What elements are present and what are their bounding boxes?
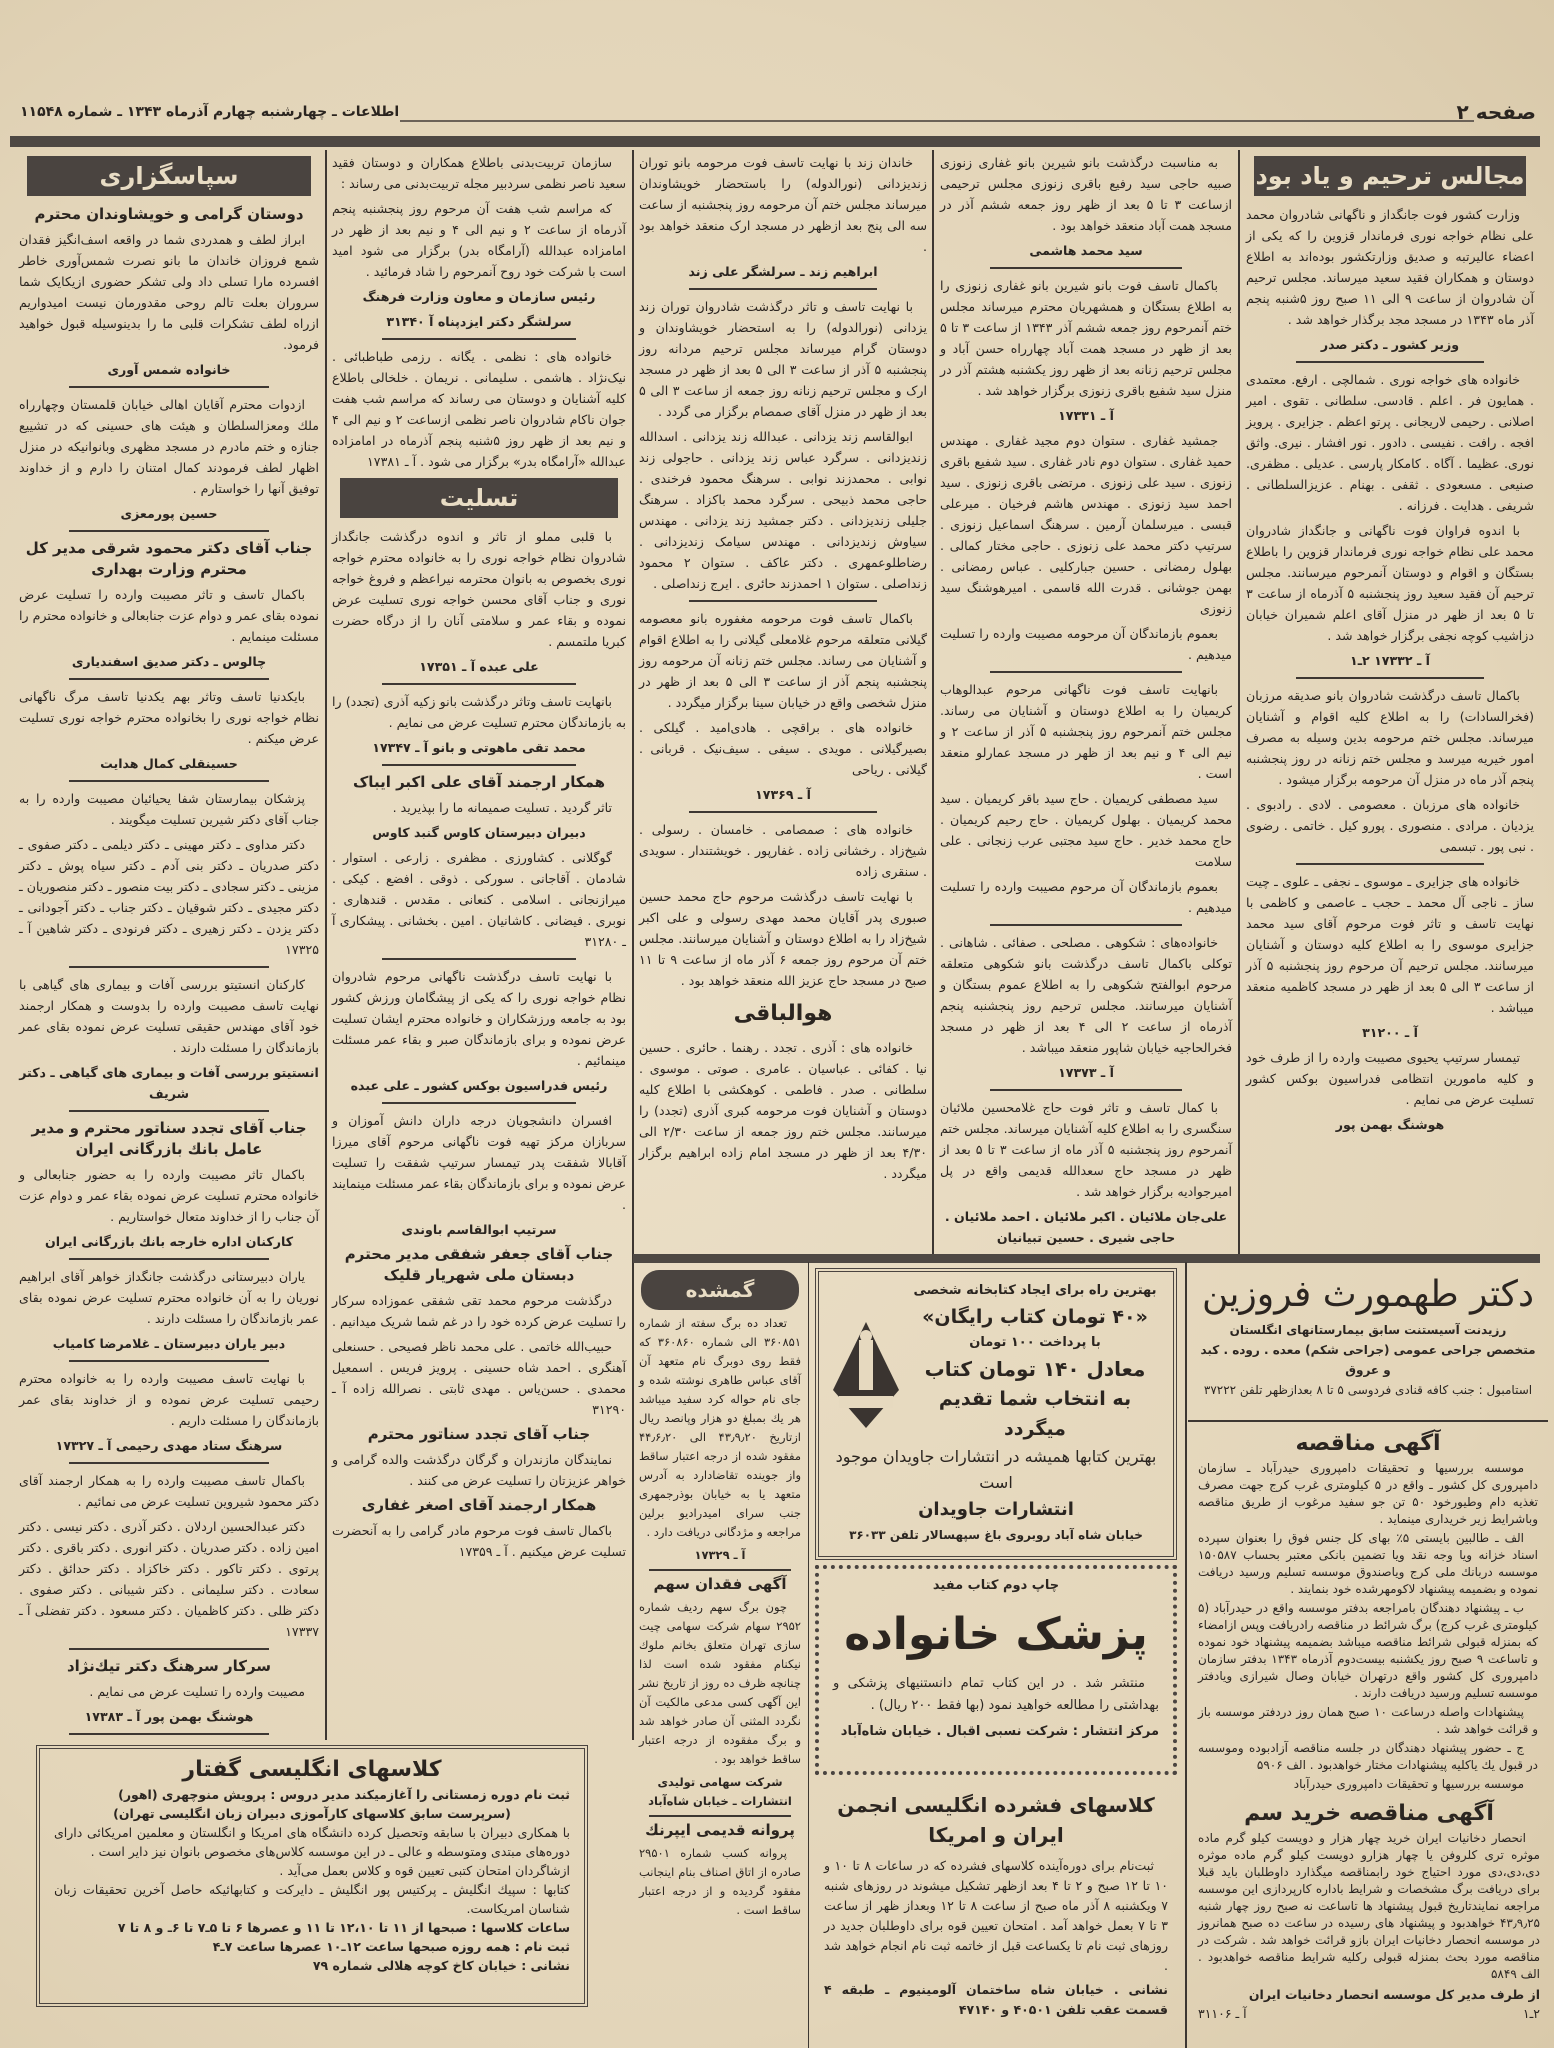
notice-text: خانواده های مرزبان . معصومی . لادی . رادبوی . یزدیان . مرادی . منصوری . پورو کیل . خاتمی . رضوی . نبی پور . تبسمی [1246, 797, 1534, 854]
divider [69, 1462, 269, 1464]
english-ad-hours: ساعات کلاسها : صبحها از ۱۱ تا ۱۲،۱۰ تا ۱۱ و عصرها ۶ تا ۵ـ۷ تا ۶ـ و ۸ تا ۷ [117, 1920, 570, 1935]
notice-text: باکمال تاسف فوت بانو شیرین بانو غفاری زنوزی را به اطلاع بستگان و همشهریان محترم میرساند مجلس ختم آنمرحوم روز جمعه ششم آذر ۱۳۴۳ از ساعت ۳ تا ۵ بعد از ظهر در مسجد همت آباد چهارراه حسن آباد و مجلس ترحیم زنانه بعد از ظهر روز یکشنبه هشتم آذر در منزل سید شفیع باقری زنوزی برگزار خواهد شد . [940, 278, 1232, 398]
tender-title: آگهی مناقصه [1295, 1431, 1441, 1456]
notice-text: باکمال تاسف درگذشت شادروان بانو صدیقه مرزبان (فخرالسادات) را به اطلاع کلیه اقوام و آشنایان میرساند. مجلس ختم مرحومه بدین وسیله به مصرف امور خیریه میرسد و مجلس ختم زنانه در روز پنجشنبه پنجم آذر ماه در منزل آن مرحومه برگزار میشود . [1246, 688, 1534, 787]
notice-text: باکمال تاسف مصیبت وارده را به همکار ارجمند آقای دکتر محمود شیروین تسلیت عرض می نمائیم . [19, 1473, 319, 1509]
notice-signature: حسینقلی کمال هدایت [100, 756, 238, 771]
book-ad-line: بهترین کتابها همیشه در انتشارات جاویدان موجود است [835, 1447, 1157, 1492]
notice-text: که مراسم شب هفت آن مرحوم روز پنجشنبه پنجم آذرماه از ساعت ۲ و نیم الی ۴ و نیم بعد از ظهر در امامزاده عبدالله (آرامگاه بدر) برگزار می شود امید است با شرکت خود روح آنمرحوم را شاد فرمائید . [332, 201, 626, 279]
column-divider [325, 150, 327, 1740]
poison-tender-body: انحصار دخانیات ایران خرید چهار هزار و دویست کیلو گرم ماده موثره تری کلروفن یا چهار هزارو دویست کیلو گرم ماده موثره دی،دی،دی مورد احتیاج خود رابمناقصه میگذارد داوطلبان باید قبلا برای دریافت برگ مشخصات و شرایط باداره کارپردازی این موسسه مراجعه نمایندتاریخ قبول پیشنهاد ها تاساعت نه صبح روز چهار شنبه ۴۳٫۹٫۲۵ خواهدبود و پیشنهاد های رسیده در ساعت ده صبح همانروز در موسسه انحصار دخانیات ایران بازو قرائت خواهد شد . شرکت در مناقصه مورد بحث بمنزله قبولی رکلیه شرایط مناقصه خواهدبود . الف ۵۸۴۹ [1198, 1831, 1540, 1981]
tender-paragraph: ب ـ پیشنهاد دهندگان بامراجعه بدفتر موسسه واقع در حیدرآباد (۵ کیلومتری غرب کرج) برگ شرائط در مناقصه رادریافت وپس ازامضاء که بمنزله قبولی شرائط مناقصه میباشد بضمیمه پیشنهاد خود نموده و تاساعت ۹ صبح روز یکشنبه بیست‌دوم آذرماه ۱۳۴۳ بدفتر سازمان دامپروری کل کشور واقع درتهران خیابان وصال شیرازی ویادفتر موسسه تسلیم ورسید دریافت دارند . [1198, 1601, 1538, 1700]
notice-signature: سید محمد هاشمی [1029, 243, 1143, 258]
notice-heading: جناب آقای دکتر محمود شرقی مدیر کل محترم وزارت بهداری [25, 539, 313, 578]
book-ad-line: با پرداخت ۱۰۰ تومان [969, 1335, 1101, 1350]
notice-text: دکتر عبدالحسین اردلان . دکتر آذری . دکتر نیسی . دکتر امین زاده . دکتر صدریان . دکتر انوری . دکتر باقری . دکتر پرتوی . دکتر تاکور . دکتر خاکزاد . دکتر حدائق . دکتر سعادت . دکتر سلیمانی . دکتر شیبانی . دکتر صفوی . دکتر ظلی . دکتر کاظمیان . دکتر مسعود . دکتر تفضلی آ ـ ۱۷۳۳۷ [19, 1519, 319, 1639]
english-classes-ad [36, 1745, 588, 2007]
notice-text: باکمال تاسف و تاثر مصیبت وارده را تسلیت عرض نموده بقای عمر و دوام عزت جنابعالی و خانواده محترم را مسئلت مینمایم . [19, 587, 319, 644]
top-divider-bar [10, 136, 1540, 147]
notice-text: کارکنان انستیتو بررسی آفات و بیماری های گیاهی با نهایت تاسف مصیبت وارده را بدوست و همکار ارجمند خود آقای مهندس حقیقی تسلیت عرض نموده بقای عمر بازماندگان را مسئلت دارند . [19, 977, 319, 1055]
english-ad-line: با همکاری دبیران با سابقه وتحصیل کرده دانشگاه های امریکا و انگلستان و معلمین امریکائی دارای دوره‌های مبتدی ومتوسطه و عالی ـ در این موسسه کلاس‌های مخصوص بانوان نیز دایر است . [54, 1825, 570, 1859]
doctor-name: دکتر طهمورث فروزین [1202, 1274, 1534, 1315]
notice-text: بانهایت تاسف فوت ناگهانی مرحوم عبدالوهاب کریمیان را به اطلاع دوستان و آشنایان می رساند. مجلس ختم آنمرحوم روز پنجشنبه ۵ آذر از ساعت ۲ و نیم الی ۴ و نیم بعد از ظهر در مسجد عمارلو منعقد است . [940, 682, 1232, 781]
tender-paragraph: ج ـ حضور پیشنهاد دهندگان در جلسه مناقصه آزادبوده وموسسه در قبول یك یاکلیه پیشنهادات مختار خواهدبود . الف ۵۹۰۶ [1198, 1741, 1538, 1772]
notice-text: تیمسار سرتیپ یحیوی مصیبت وارده را از طرف خود و کلیه مامورین انتظامی فدراسیون بوکس کشور تسلیت عرض می نمایم . [1246, 1050, 1534, 1107]
notice-signature: آ ـ ۱۷۳۷۳ [1058, 1065, 1114, 1080]
lost-column [633, 1262, 807, 2048]
notice-signature: رئیس سازمان و معاون وزارت فرهنگ [362, 289, 596, 304]
notice-heading: جناب آقای جعفر شفقی مدیر محترم دبستان ملی شهریار قلیک [344, 1245, 614, 1284]
tender-ad [1188, 1426, 1548, 1794]
divider [69, 1733, 269, 1735]
divider [69, 386, 269, 388]
tender-paragraph: موسسه بررسیها و تحقیقات دامپروری حیدرآباد ـ سازمان دامپروری کل کشور ـ واقع در ۵ کیلومتری غرب کرج جهت مصرف تغذیه دام وطیورخود ۵۰ تن جو سفید مرغوب از طریق مناقصه وباشرایط زیر خریداری مینماید . [1198, 1461, 1539, 1526]
lost-license-body: پروانه کسب شماره ۲۹۵۰۱ صادره از اتاق اصناف بنام اینجانب مفقود گردیده و از درجه اعتبار ساقط است . [639, 1846, 801, 1917]
notice-text: بعموم بازماندگان آن مرحومه مصیبت وارده را تسلیت میدهیم . [940, 626, 1232, 662]
divider [69, 780, 269, 782]
notice-signature: خانواده شمس آوری [107, 362, 231, 377]
notice-signature: علی عبده آ ـ ۱۷۳۵۱ [419, 659, 539, 674]
notice-signature: چالوس ـ دکتر صدیق اسفندیاری [71, 654, 267, 669]
dateline: اطلاعات ـ چهارشنبه چهارم آذرماه ۱۳۴۳ ـ شماره ۱۱۵۴۸ [20, 104, 400, 120]
notice-signature: سرتیپ ابوالقاسم باوندی [401, 1222, 557, 1237]
javidan-logo-icon [831, 1320, 901, 1430]
section-banner: تسلیت [340, 478, 618, 518]
tender-paragraph: موسسه بررسیها و تحقیقات دامپروری حیدرآباد [1293, 1777, 1524, 1791]
notice-signature: هوشنگ بهمن پور آ ـ ۱۷۳۸۳ [84, 1709, 254, 1724]
notice-text: خانواده‌های : شکوهی . مصلحی . صفائی . شاهانی . توکلی باکمال تاسف درگذشت بانو شکوهی متعلقه مرحوم ابوالفتح شکوهی را به اطلاع عموم بستگان و آشنایان میرسانند. مجلس ترحیم روز پنجشنبه پنجم آذرماه از ساعت ۲ الی ۴ بعد از ظهر در مسجد فخرالحاجیه خیابان شاپور منعقد میباشد . [940, 935, 1232, 1055]
notice-signature: دبیران دبیرستان کاوس گنبد کاوس [372, 825, 586, 840]
notice-text: ابوالقاسم زند یزدانی . عبدالله زند یزدانی . اسدالله زندیزدانی . سرگرد عباس زند یزدانی . حاجولی زند نوابی . محمدزند نوابی . سرهنگ محمود فرخندی . حاجی محمد ذبیحی . سرگرد محمد باکزاد . سرهنگ جلیلی زندیزدانی . دکتر جمشید زند یزدانی . مهندس سیاوش زندیزدانی . مهندس سیامک زندیزدانی . رضاطلوعمهری . دکتر عاکف . ستوان ۲ محمود زنداصلی . ستوان ۱ احمدزند حائری . ایرج زنداصلی . [639, 429, 927, 591]
masthead [10, 100, 1544, 130]
notice-text: خانواده های : نظمی . یگانه . رزمی طباطبائی . نیک‌نژاد . هاشمی . سلیمانی . نریمان . خلخالی باطلاع کلیه آشنایان و دوستان می رساند که مراسم شب هفت جوان ناکام شادروان ناصر نظمی ازساعت ۲ و نیم الی ۴ و نیم بعد از ظهر روز ۵شنبه پنجم آذرماه در امامزاده عبدالله «آرامگاه بدر» برگزار می شود . آ ـ ۱۷۳۸۱ [332, 349, 626, 469]
notice-text: با نهایت تاسف درگذشت ناگهانی مرحوم شادروان نظام خواجه نوری را که یکی از پیشگامان ورزش کشور بود به جامعه ورزشکاران و خانواده محترم ایشان تسلیت عرض نموده و برای بازماندگان صبر و بقاء عمر مسئلت مینمائیم . [332, 969, 626, 1068]
notice-heading: دوستان گرامی و خویشاوندان محترم [34, 205, 304, 223]
notice-text: دکتر مداوی ـ دکتر مهینی ـ دکتر دیلمی ـ دکتر صفوی ـ دکتر صدریان ـ دکتر بنی آدم ـ دکتر سیاه پوش ـ دکتر مزینی ـ دکتر سجادی ـ دکتر بیت منصور ـ دکتر منصوریان ـ دکتر مجیدی ـ دکتر شوقیان ـ دکتر جناب ـ دکتر آجودانی ـ دکتر یزدن ـ دکتر زهیری ـ دکتر فرنودی ـ دکتر شاهین آ ـ ۱۷۳۲۵ [19, 837, 319, 957]
divider [382, 1102, 576, 1104]
divider [990, 267, 1182, 269]
column-1 [13, 150, 325, 1735]
lost-share-body: چون برگ سهم ردیف شماره ۲۹۵۲ سهام شرکت سهامی چیت سازی تهران متعلق بخانم ملوك نیکنام مفقود شده است لذا چنانچه ظرف ده روز از تاریخ نشر این آگهی کسی مدعی مالکیت آن نگردد المثنی آن صادر خواهد شد و برگ مفقوده از درجه اعتبار ساقط خواهد بود . [639, 1600, 801, 1766]
notice-text: با قلبی مملو از تاثر و اندوه درگذشت جانگداز شادروان نظام خواجه نوری را به خانواده محترم خواجه نوری بخصوص به بانوان محترمه نیراعظم و فروغ خواجه نوری و جناب آقای محسن خواجه نوری تسلیت عرض نموده و بقاء عمر و سلامتی آنان را از درگاه حضرت کبریا ملتمسم . [332, 529, 626, 649]
notice-text: حبیب‌الله خاتمی . علی محمد ناظر فصیحی . حسنعلی آهنگری . احمد شاه حسینی . پرویز فریس . اسمعیل محمدی . حسن‌یاس . مهدی ثابتی . نصرالله زاده آ ـ ۳۱۲۹۰ [332, 1339, 626, 1417]
notice-heading: همکار ارجمند آقای اصغر غفاری [361, 1496, 597, 1514]
divider [69, 530, 269, 532]
notice-heading: جناب آقای تجدد سناتور محترم [367, 1425, 591, 1443]
notice-text: با کمال تاسف و تاثر فوت حاج غلامحسین ملائیان سنگسری را به اطلاع کلیه آشنایان میرساند. مجلس ختم آنمرحوم روز پنجشنبه ۵ آذر ماه از ساعت ۳ تا ۵ بعد از ظهر در مسجد حاج سعدالله قدیمی واقع در پل امیرجوادیه برگزار خواهد شد . [940, 1100, 1232, 1199]
english-ad-registration: ثبت نام : همه روزه صبحها ساعت ۱۲ـ۱۰ عصرها ساعت ۷ـ۴ [212, 1939, 570, 1954]
lost-share-title: آگهی فقدان سهم [653, 1575, 787, 1593]
notice-signature: هوشنگ بهمن پور [1335, 1117, 1445, 1132]
notice-text: خانواده های . براقچی . هادی‌امید . گیلکی . بصیرگیلانی . مویدی . سیفی . سیف‌نیک . قربانی . گیلانی . ریاحی [639, 720, 927, 777]
notice-text: باکمال تاسف فوت مرحومه مغفوره بانو معصومه گیلانی متعلقه مرحوم غلامعلی گیلانی را به اطلاع اقوام و آشنایان می رساند. مجلس ختم زنانه آن مرحومه روز پنجشنبه پنجم آذر از ساعت ۳ الی ۵ بعد از ظهر در منزل شخصی واقع در خیابان سینا برگزار میگردد . [639, 611, 927, 710]
lost-share-sign: شرکت سهامی تولیدی انتشارات ـ خیابان شاه‌آباد [648, 1775, 792, 1808]
notice-text: خانواده های خواجه نوری . شمالچی . ارفع. معتمدی . همایون فر . اعلم . قادسی. سلطانی . تقوی . امیر اصلانی . رحیمی لاریجانی . پرتو اعظم . جزایری . پرویز افجه . رافت . نفیسی . دادور . نور افشار . نیری. واثق نوری. عظیما . آگاه . کامکار پارسی . عدیلی . مظفری. صنیعی . مسعودی . ثقفی . بهنام . عزیزالسلطانی . شریفی . هدایت . فرزانه . [1246, 372, 1534, 513]
divider [1296, 361, 1484, 363]
notice-text: بانهایت تاسف وتاثر درگذشت بانو زکیه آذری (تجدد) را به بازماندگان محترم تسلیت عرض می نمایم . [332, 694, 626, 730]
divider [69, 1110, 269, 1112]
english-ad-line: کتابها : سپیك انگلیش ـ پرکتیس پور انگلیش ـ دایرکت و کتابهائیکه حاصل آخرین تحقیقات زبان شناسان امریکاست. [54, 1882, 570, 1916]
notice-text: با نهایت تاسف مصیبت وارده را به خانواده محترم رحیمی تسلیت عرض نموده و از خداوند بقای عمر بازماندگان را مسئلت داریم . [19, 1371, 319, 1428]
divider [990, 924, 1182, 926]
divider [649, 1569, 791, 1571]
javidan-book-ad [815, 1268, 1177, 1560]
iran-america-title: کلاسهای فشرده انگلیسی انجمن ایران و امریکا [837, 1793, 1155, 1847]
page-number: صفحه ۲ [1456, 100, 1536, 124]
divider [382, 958, 576, 960]
doctor-address: استامبول : جنب کافه قنادی فردوسی ۵ تا ۸ بعدازظهر تلفن ۳۷۲۲۲ [1203, 1383, 1533, 1397]
notice-text: سازمان تربیت‌بدنی باطلاع همکاران و دوستان فقید سعید ناصر نظمی سردبیر مجله تربیت‌بدنی می رساند : [332, 155, 626, 191]
notice-text: خانواده های جزایری ـ موسوی ـ نجفی ـ علوی ـ چیت ساز ـ ناجی آل محمد ـ حجب ـ عاصمی و کاظمی با نهایت تاسف و تاثر فوت مرحوم آقای سید محمد جزایری موسوی را به اطلاع کلیه دوستان و آشنایان میرسانند. مجلس ترحیم آن مرحوم روز پنجشنبه ۵ آذر از ساعت ۳ الی ۵ بعد از ظهر در مسجد کاظمیه منعقد میباشد . [1246, 874, 1535, 1015]
book-ad-headline: «۴۰ تومان کتاب رایگان» [922, 1306, 1148, 1328]
notice-signature: آ ـ ۱۷۳۶۹ [755, 787, 811, 802]
notice-signature: ابراهیم زند ـ سرلشگر علی زند [688, 264, 878, 279]
divider [689, 600, 877, 602]
divider [990, 671, 1182, 673]
tender-paragraph: الف ـ طالبین بایستی ۵٪ بهای کل جنس فوق را بعنوان سپرده اسناد خزانه ویا وجه نقد ویا تضمین بانکی معتبر بحساب ۱۵۰۵۸۷ موسسه دربانك ملی کرج ویاصندوق موسسه تسلیم ورسید دریافت نموده و بضمیمه پیشنهاد لاکومهرشده خود بنمایند . [1198, 1531, 1538, 1596]
poison-tender-ad [1188, 1796, 1550, 2046]
notice-text: با نهایت تاسف و تاثر درگذشت شادروان توران زند یزدانی (نورالدوله) را به استحضار خویشاوندان و دوستان گرام میرساند مجلس ترحیم مردانه روز پنجشنبه ۵ آذر از ساعت ۳ الی ۵ بعد از ظهر در مسجد ارک و مجلس ترحیم زنانه روز جمعه از ساعت ۳ الی ۵ بعد از ظهر در منزل آقای صمصام برگزار می گردد . [639, 299, 927, 419]
column-5 [1240, 150, 1540, 1255]
notice-text: بایکدنیا تاسف وتاثر بهم یکدنیا تاسف مرگ ناگهانی نظام خواجه نوری را بخانواده محترم خواجه نوری تسلیت عرض میکنم . [19, 689, 319, 746]
notice-text: مصیبت وارده را تسلیت عرض می نمایم . [89, 1684, 305, 1699]
divider [1296, 863, 1484, 865]
lost-notice-ref: آ ـ ۱۷۳۲۹ [694, 1548, 746, 1562]
doctor-credentials: رزیدنت آسیستنت سابق بیمارستانهای انگلستان [1229, 1323, 1507, 1337]
notice-text: باکمال تاسف فوت مرحوم مادر گرامی را به آنحضرت تسلیت عرض میکنیم . آ ـ ۱۷۳۵۹ [332, 1523, 626, 1559]
poison-tender-ref: آ ـ ۳۱۱۰۶ [1198, 2006, 1247, 2021]
column-2 [326, 150, 632, 1735]
iran-america-classes-ad [812, 1780, 1180, 2048]
notice-text: ازدوات محترم آقایان اهالی خیابان قلمستان وچهارراه ملك ومعزالسلطان و هیئت های حسینی که در تشییع جنازه و ختم مادرم در مسجد مظهری وبانوانیکه در منزل اظهار لطف فرمودند کمال امتنان را دارم و از خداوند توفیق آنها را خواستارم . [19, 397, 319, 496]
notice-signature: آ ـ ۱۷۳۳۱ [1058, 408, 1114, 423]
notice-text: درگذشت مرحوم محمد تقی شفقی عموزاده سرکار را تسلیت عرض کرده خود را در غم شما شریک میدانیم . [332, 1293, 626, 1329]
notice-signature: رئیس فدراسیون بوکس کشور ـ علی عبده [350, 1078, 608, 1093]
notice-signature: انستیتو بررسی آفات و بیماری های گیاهی ـ دکتر شریف [19, 1065, 319, 1101]
english-ad-line: ثبت نام دوره زمستانی را آغازمیکند مدیر دروس : پرویش منوچهری (اهور) [118, 1787, 570, 1802]
notice-text: خاندان زند با نهایت تاسف فوت مرحومه بانو توران زندیزدانی (نورالدوله) را باستحضار خویشاوندان میرساند مجلس ختم آن مرحومه روز پنجشنبه از ساعت سه الی پنج بعد ازظهر در مسجد ارک منعقد خواهد بود . [639, 155, 927, 254]
column-divider [1238, 150, 1240, 1255]
notice-text: به مناسبت درگذشت بانو شیرین بانو غفاری زنوزی صبیه حاجی سید رفیع باقری زنوزی مجلس ترحیمی ازساعت ۳ تا ۵ بعد از ظهر روز جمعه ششم آذر در مسجد همت آباد منعقد خواهد بود . [940, 155, 1232, 233]
divider [689, 811, 877, 813]
divider [69, 1648, 269, 1650]
column-divider [1185, 1262, 1187, 2048]
divider [382, 764, 576, 766]
divider [689, 288, 877, 290]
family-doctor-title: پزشک خانواده [844, 1609, 1148, 1660]
column-divider [808, 1262, 809, 2048]
notice-signature: علی‌جان ملائیان . اکبر ملائیان . احمد ملائیان . حاجی شیری . حسین تبیانیان [944, 1209, 1228, 1245]
notice-text: تاثر گردید . تسلیت صمیمانه ما را بپذیرید . [392, 800, 612, 815]
notice-heading: هوالباقی [733, 1001, 833, 1026]
english-ad-title: کلاسهای انگلیسی گفتار [182, 1757, 442, 1782]
divider [382, 338, 576, 340]
notice-text: گوگلانی . کشاورزی . مظفری . زارعی . استوار . شادمان . آقاجانی . سورکی . ذوقی . افضع . کیکی . میرازنجانی . اسلامی . کنعانی . مقدس . قندهاری . نوبری . فیضانی . کاشانیان . امین . بخشانی . پیشکاری آ ـ ۳۱۲۸۰ [332, 850, 626, 949]
lost-banner: گمشده [641, 1270, 799, 1310]
notice-text: خانواده های : صمصامی . خامسان . رسولی . شیخ‌زاد . رخشانی زاده . غفارپور . خویشتندار . سویدی . سنقری زاده [639, 822, 927, 879]
notice-signature: حسین پورمعزی [120, 506, 218, 521]
notice-text: سید مصطفی کریمیان . حاج سید باقر کریمیان . سید محمد کریمیان . بهلول کریمیان . حاج رحیم کریمیان . حاج محمد خدیر . حاج سید مجتبی عرب زنجانی . علی سلامت [940, 791, 1232, 869]
notice-text: باکمال تاثر مصیبت وارده را به حضور جنابعالی و خانواده محترم تسلیت عرض نموده بقاء عمر و دوام عزت آن جناب را از خداوند متعال خواستاریم . [19, 1167, 319, 1224]
tender-paragraph: پیشنهادات واصله درساعت ۱۰ صبح همان روز دردفتر موسسه باز و قرائت خواهد شد . [1198, 1705, 1538, 1736]
notice-signature: کارکنان اداره خارجه بانك بازرگانی ایران [44, 1234, 294, 1249]
notice-signature: سرهنگ ستاد مهدی رحیمی آ ـ ۱۷۳۲۷ [55, 1438, 283, 1453]
iran-america-address: نشانی . خیابان شاه ساختمان آلومینیوم ـ طبقه ۴ قسمت عقب تلفن ۴۰۵۰۱ و ۴۷۱۴۰ [824, 1982, 1168, 2017]
poison-tender-title: آگهی مناقصه خرید سم [1244, 1801, 1494, 1826]
divider [990, 1089, 1182, 1091]
column-4 [934, 150, 1238, 1255]
section-banner: سپاسگزاری [27, 156, 311, 196]
section-banner: مجالس ترحیم و یاد بود [1254, 156, 1526, 196]
notice-text: با اندوه فراوان فوت ناگهانی و جانگداز شادروان محمد علی نظام خواجه نوری فرماندار قزوین را باطلاع بستگان و اقوام و دوستان آنمرحوم میرسانند. مجلس ترحیم آن فقید سعید روز پنجشنبه ۵ آذرماه از ساعت ۳ تا ۵ بعد از ظهر در منزل آقای اعلم شمیران خیابان دزاشیب کوچه نجفی برگزار خواهد شد . [1246, 523, 1534, 643]
notice-signature: دبیر یاران دبیرستان ـ غلامرضا کامیاب [52, 1336, 286, 1351]
iran-america-body: ثبت‌نام برای دوره‌آینده کلاسهای فشرده که در ساعات ۸ تا ۱۰ و ۱۰ تا ۱۲ صبح و ۲ تا ۴ بعد ازظهر تشکیل میشوند در روزهای شنبه ۷ ویکشنبه ۸ آذر ماه صبح از ساعت ۸ تا ۱۲ وبعداز ظهر از ساعت ۳ تا ۷ بعمل خواهد آمد . امتحان تعیین قوه برای داوطلبان جدید در روزهای ثبت نام تا یکساعت قبل از خاتمه ثبت نام انجام خواهد شد . [824, 1858, 1169, 1973]
divider [382, 683, 576, 685]
english-ad-line: (سرپرست سابق کلاسهای کارآموزی دبیران زبان انگلیسی تهران) [113, 1806, 511, 1821]
notice-text: بعموم بازماندگان آن مرحوم مصیبت وارده را تسلیت میدهیم . [940, 879, 1232, 915]
notice-heading: سرکار سرهنگ دکتر تیك‌نژاد [66, 1657, 272, 1675]
lost-license-title: پروانه قدیمی ایپرنك [645, 1821, 795, 1839]
poison-tender-sign: از طرف مدیر کل موسسه انحصار دخانیات ایران [1248, 1987, 1540, 2002]
notice-signature: آ ـ ۱۷۳۳۲ ۲ـ۱ [1350, 653, 1430, 668]
divider [69, 1258, 269, 1260]
poison-tender-seq: ۲ـ۱ [1522, 2006, 1540, 2021]
notice-text: با نهایت تاسف درگذشت مرحوم حاج محمد حسین صبوری پدر آقایان محمد مهدی رسولی و علی اکبر شیخ‌زاد را به اطلاع دوستان و آشنایان میرسانند. مجلس ختم آن مرحوم روز جمعه ۶ آذر ماه از ساعت ۹ تا ۱۱ صبح در مسجد حاج عزیز الله منعقد خواهد بود . [639, 889, 927, 988]
family-doctor-distributor: مرکز انتشار : شرکت نسبی اقبال . خیابان شاه‌آباد [840, 1724, 1159, 1739]
english-ad-line: ازشاگردان امتحان کتبی تعیین قوه و کلاس بعمل می‌آید . [279, 1863, 570, 1878]
divider [649, 1815, 791, 1817]
divider [69, 1360, 269, 1362]
notice-text: افسران دانشجویان درجه داران دانش آموزان و سربازان مرکز تهیه فوت ناگهانی مرحوم آقای میرزا آقابالا شفقت پدر تیمسار سرتیپ شفقت را تسلیت عرض نموده و برای بازماندگان بقاء عمر مسئلت مینمایند . [332, 1113, 626, 1212]
family-doctor-subtitle: چاپ دوم کتاب مفید [932, 1578, 1060, 1593]
divider [1296, 677, 1484, 679]
divider [69, 678, 269, 680]
lost-notice-body: تعداد ده برگ سفته از شماره ۳۶۰۸۵۱ الی شماره ۳۶۰۸۶۰ که فقط روی دوبرگ نام متعهد آن آقای عباس طاهری نوشته شده و جای نام حواله کرد سفید میباشد هر یك بمبلغ دو هزار وپانصد ریال ازتاریخ ۴۳٫۹٫۲۰ الی ۴۴٫۶٫۲۰ مفقود شده از درجه اعتبار ساقط واز جوینده تقاضادارد به آدرس متعهد یا به خیابان بوذرجمهری جنب سرای امیدرادیو برلین مراجعه و مژدگانی دریافت دارد . [639, 1316, 802, 1539]
doctor-specialty: متخصص جراحی عمومی (جراحی شکم) معده . روده . کبد و عروق [1200, 1343, 1536, 1377]
notice-text: پزشکان بیمارستان شفا یحیائیان مصیبت وارده را به جناب آقای دکتر شیرین تسلیت میگویند . [19, 791, 319, 827]
notice-signature: سرلشگر دکتر ایزدپناه آ ۳۱۳۴۰ [386, 314, 572, 329]
book-ad-line: بهترین راه برای ایجاد کتابخانه شخصی [913, 1283, 1157, 1298]
book-ad-line: به انتخاب شما تقدیم میگردد [938, 1388, 1132, 1440]
masthead-rule [400, 120, 1474, 122]
notice-signature: وزیر کشور ـ دکتر صدر [1320, 337, 1460, 352]
notice-signature: محمد تقی ماهوتی و بانو آ ـ ۱۷۳۴۷ [372, 740, 586, 755]
book-ad-line: معادل ۱۴۰ تومان کتاب [924, 1357, 1146, 1381]
notice-text: خانواده های : آذری . تجدد . رهنما . حائری . حسین نیا . کفائی . عباسیان . عامری . صوتی . موسوی . سلطانی . صدر . فاطمی . کوهکشی با اطلاع کلیه دوستان و آشنایان فوت مرحومه کبری آذری (تجدد) را میرسانند. مجلس ختم روز جمعه از ساعت ۲/۳۰ الی ۴/۳۰ بعد از ظهر در مسجد امام زاده ابراهیم برگزار میگردد . [639, 1040, 927, 1181]
notice-heading: همکار ارجمند آقای علی اکبر ایباک [352, 773, 606, 791]
notice-text: جمشید غفاری . ستوان دوم مجید غفاری . مهندس حمید غفاری . ستوان دوم نادر غفاری . سید شفیع باقری زنوزی . سید علی زنوزی . مرتضی باقری زنوزی . سید احمد سید زنوزی . مهندس هاشم فرخیان . میرعلی قبسی . میرسلمان آرمین . سرهنگ اسماعیل زنوزی . سرتیپ دکتر محمد علی زنوزی . حاجی مختار کمالی . بهلول رمضانی . حسین جبارکلیی . عباس رمضانی . بهمن جوشانی . قدرت الله قاسمی . امیرهوشنگ سید زنوزی [940, 433, 1232, 616]
column-divider [932, 150, 934, 1255]
book-ad-publisher: انتشارات جاویدان [918, 1499, 1074, 1520]
notice-text: ابراز لطف و همدردی شما در واقعه اسف‌انگیز فقدان شمع فروزان خاندان ما بانو نصرت شمس‌آوری خاطر افسرده مارا تسلی داد ولی تشکر حضوری ازیکایک شما سروران بعلت تالم روحی مقدورمان نیست امیدواریم ازراه لطف تشکرات قلبی ما را بدینوسیله قبول خواهید فرمود. [19, 232, 319, 352]
doctor-ad [1188, 1266, 1548, 1422]
notice-signature: آ ـ ۳۱۲۰۰ [1362, 1025, 1418, 1040]
book-ad-address: خیابان شاه آباد روبروی باغ سپهسالار تلفن ۳۶۰۳۳ [849, 1528, 1143, 1542]
notice-text: وزارت کشور فوت جانگداز و ناگهانی شادروان محمد علی نظام خواجه نوری فرماندار قزوین را که یکی از اعضاء عالیرتبه و صدیق وزارتکشور بوده‌اند به اطلاع دوستان و همکاران فقید سعید میرساند. مجلس ترحیم آن شادروان از ساعت ۹ الی ۱۱ صبح روز ۵شنبه پنجم آذر ماه ۱۳۴۳ در مسجد مجد برگذار خواهد شد . [1246, 207, 1534, 327]
family-doctor-body: منتشر شد . در این کتاب تمام دانستنیهای پزشکی و بهداشتی را مطالعه خواهید نمود (بها فقط ۲۰۰ ریال) . [833, 1676, 1159, 1713]
english-ad-address: نشانی : خیابان کاخ کوچه هلالی شماره ۷۹ [312, 1958, 570, 1973]
notice-heading: جناب آقای تجدد سناتور محترم و مدیر عامل بانك بازرگانی ایران [31, 1119, 307, 1158]
column-3 [633, 150, 933, 1255]
notice-text: یاران دبیرستانی درگذشت جانگداز خواهر آقای ابراهیم نوریان را به آن خانواده محترم تسلیت عرض نموده بقای عمر بازماندگان را مسئلت دارند . [19, 1269, 319, 1326]
divider [69, 966, 269, 968]
notice-text: نمایندگان مازندران و گرگان درگذشت والده گرامی و خواهر عزیزتان را تسلیت عرض می کنند . [332, 1452, 626, 1488]
family-doctor-book-ad [815, 1565, 1177, 1775]
